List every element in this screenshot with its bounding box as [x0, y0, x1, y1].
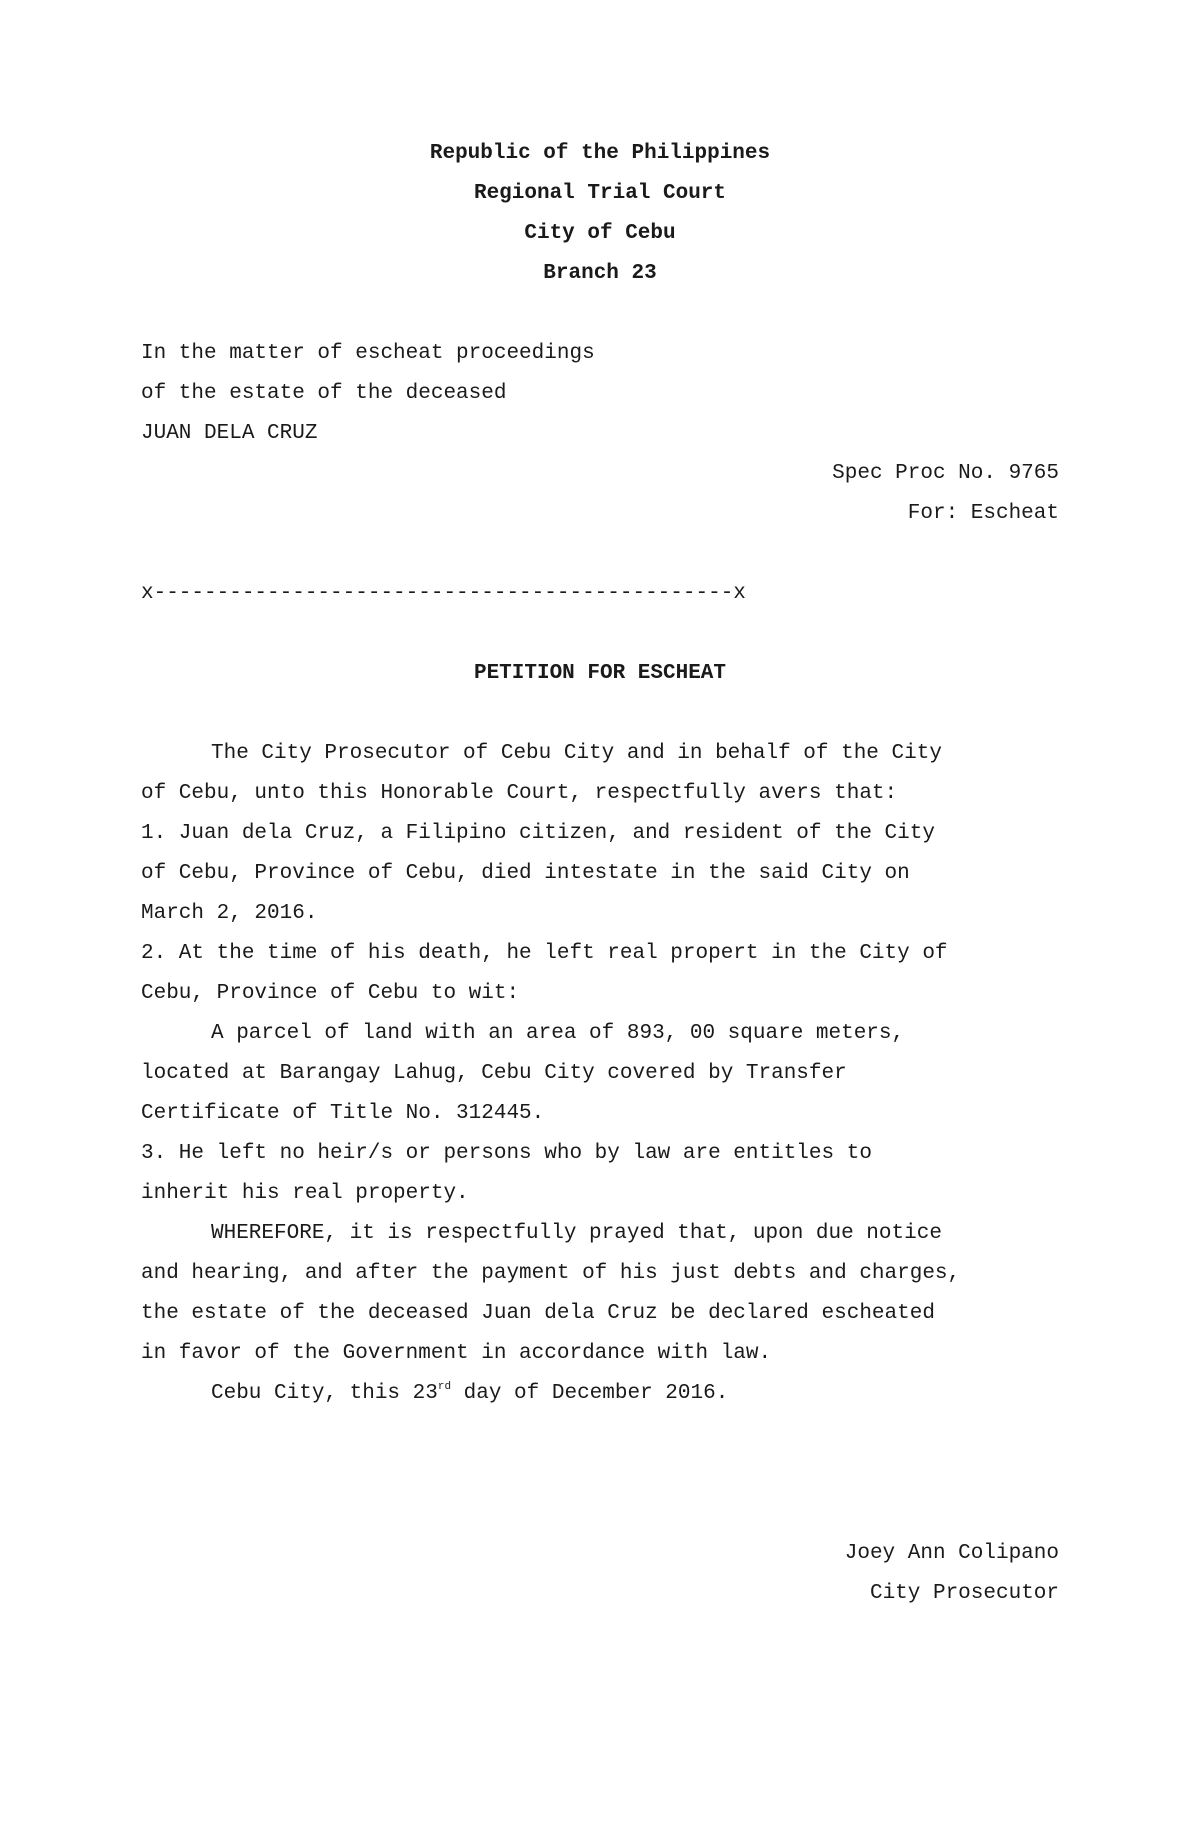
body-line-9: located at Barangay Lahug, Cebu City covered by Transfer	[141, 1062, 847, 1085]
document-title: PETITION FOR ESCHEAT	[473, 662, 727, 685]
signatory-name: Joey Ann Colipano	[844, 1542, 1059, 1565]
body-line-8: A parcel of land with an area of 893, 00 square meters,	[211, 1022, 905, 1045]
header-court: Regional Trial Court	[473, 182, 727, 205]
body-line-15: the estate of the deceased Juan dela Cruz be declared escheated	[141, 1302, 935, 1325]
body-line-3: 1. Juan dela Cruz, a Filipino citizen, and resident of the City	[141, 822, 935, 845]
case-number: Spec Proc No. 9765	[832, 462, 1059, 485]
date-prefix: Cebu City, this 23	[211, 1382, 438, 1405]
body-line-6: 2. At the time of his death, he left real propert in the City of	[141, 942, 948, 965]
body-line-14: and hearing, and after the payment of his just debts and charges,	[141, 1262, 961, 1285]
body-line-5: March 2, 2016.	[141, 902, 318, 925]
body-line-16: in favor of the Government in accordance with law.	[141, 1342, 772, 1365]
signatory-title: City Prosecutor	[869, 1582, 1059, 1605]
caption-decedent-name: JUAN DELA CRUZ	[141, 422, 318, 445]
case-nature: For: Escheat	[907, 502, 1059, 525]
header-republic: Republic of the Philippines	[429, 142, 771, 165]
caption-line-1: In the matter of escheat proceedings	[141, 342, 595, 365]
body-line-11: 3. He left no heir/s or persons who by law are entitles to	[141, 1142, 872, 1165]
body-line-4: of Cebu, Province of Cebu, died intestate in the said City on	[141, 862, 910, 885]
date-suffix: day of December 2016.	[451, 1382, 729, 1405]
header-branch: Branch 23	[543, 262, 657, 285]
body-line-10: Certificate of Title No. 312445.	[141, 1102, 545, 1125]
body-line-13: WHEREFORE, it is respectfully prayed that, upon due notice	[211, 1222, 942, 1245]
body-line-12: inherit his real property.	[141, 1182, 469, 1205]
caption-separator: x----------------------------------------------x	[141, 582, 746, 605]
caption-line-2: of the estate of the deceased	[141, 382, 507, 405]
body-line-7: Cebu, Province of Cebu to wit:	[141, 982, 520, 1005]
body-line-1: The City Prosecutor of Cebu City and in behalf of the City	[211, 742, 942, 765]
header-city: City of Cebu	[524, 222, 676, 245]
date-ordinal-suffix: rd	[437, 1381, 452, 1393]
date-line	[211, 1380, 728, 1408]
body-line-2: of Cebu, unto this Honorable Court, respectfully avers that:	[141, 782, 898, 805]
